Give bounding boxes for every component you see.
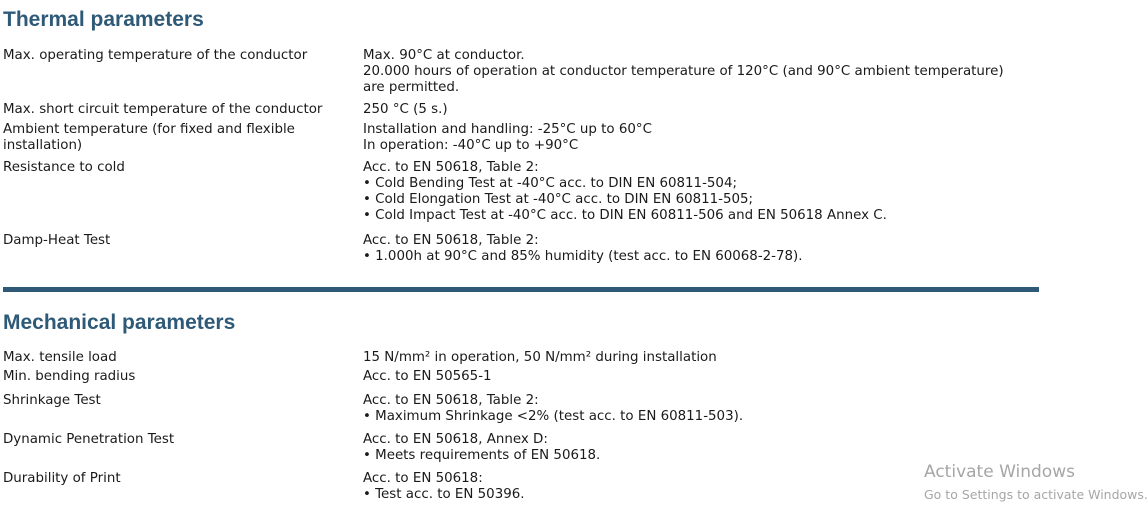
param-value-line: • Cold Bending Test at -40°C acc. to DIN EN 60811-504;: [363, 176, 737, 191]
param-label: [3, 48, 353, 64]
param-value: [363, 122, 1039, 154]
param-label: [3, 432, 353, 448]
param-label-line: Dynamic Penetration Test: [3, 432, 175, 447]
param-value-line: • Maximum Shrinkage <2% (test acc. to EN 60811-503).: [363, 409, 744, 424]
param-label: [3, 233, 353, 249]
param-label: [3, 393, 353, 409]
mechanical-parameters-title: Mechanical parameters: [3, 311, 236, 334]
param-value-line: Acc. to EN 50618, Table 2:: [363, 160, 539, 175]
param-label-line: installation): [3, 138, 83, 153]
param-label: [3, 102, 353, 118]
param-value-line: are permitted.: [363, 80, 460, 95]
param-label: [3, 369, 353, 385]
param-label: [3, 350, 353, 366]
param-value: [363, 48, 1039, 96]
param-value-line: • Test acc. to EN 50396.: [363, 487, 525, 502]
param-label: [3, 160, 353, 176]
param-value-line: • Cold Impact Test at -40°C acc. to DIN EN 60811-506 and EN 50618 Annex C.: [363, 208, 887, 223]
param-value-line: Acc. to EN 50565-1: [363, 369, 492, 384]
param-label-line: Shrinkage Test: [3, 393, 101, 408]
param-label-line: Max. tensile load: [3, 350, 117, 365]
thermal-parameters-title: Thermal parameters: [3, 8, 204, 31]
param-label-line: Max. operating temperature of the conductor: [3, 48, 308, 63]
param-value-line: 20.000 hours of operation at conductor temperature of 120°C (and 90°C ambient temperature): [363, 64, 1004, 79]
param-value-line: Acc. to EN 50618, Table 2:: [363, 393, 539, 408]
param-value-line: Acc. to EN 50618, Table 2:: [363, 233, 539, 248]
param-value-line: Acc. to EN 50618:: [363, 471, 483, 486]
param-value: [363, 369, 1039, 385]
param-label-line: Durability of Print: [3, 471, 121, 486]
param-value: [363, 233, 1039, 265]
param-value-line: Acc. to EN 50618, Annex D:: [363, 432, 548, 447]
param-value-line: • Cold Elongation Test at -40°C acc. to DIN EN 60811-505;: [363, 192, 754, 207]
param-value-line: In operation: -40°C up to +90°C: [363, 138, 579, 153]
param-value: [363, 350, 1039, 366]
param-label: [3, 471, 353, 487]
param-label-line: Damp-Heat Test: [3, 233, 111, 248]
param-label-line: Min. bending radius: [3, 369, 136, 384]
activation-watermark-subtitle: Go to Settings to activate Windows.: [924, 487, 1148, 502]
param-value-line: 250 °C (5 s.): [363, 102, 448, 117]
activation-watermark-title: Activate Windows: [924, 462, 1075, 482]
param-value-line: Max. 90°C at conductor.: [363, 48, 525, 63]
param-label-line: Ambient temperature (for fixed and flexible: [3, 122, 295, 137]
param-value: [363, 393, 1039, 425]
param-label: [3, 122, 353, 154]
param-value-line: • 1.000h at 90°C and 85% humidity (test acc. to EN 60068-2-78).: [363, 249, 803, 264]
param-value: [363, 432, 1039, 464]
param-label-line: Resistance to cold: [3, 160, 125, 175]
param-label-line: Max. short circuit temperature of the conductor: [3, 102, 323, 117]
param-value-line: Installation and handling: -25°C up to 60°C: [363, 122, 652, 137]
section-divider: [3, 287, 1039, 292]
param-value-line: 15 N/mm² in operation, 50 N/mm² during installation: [363, 350, 717, 365]
param-value: [363, 102, 1039, 118]
param-value: [363, 160, 1039, 224]
param-value-line: • Meets requirements of EN 50618.: [363, 448, 601, 463]
